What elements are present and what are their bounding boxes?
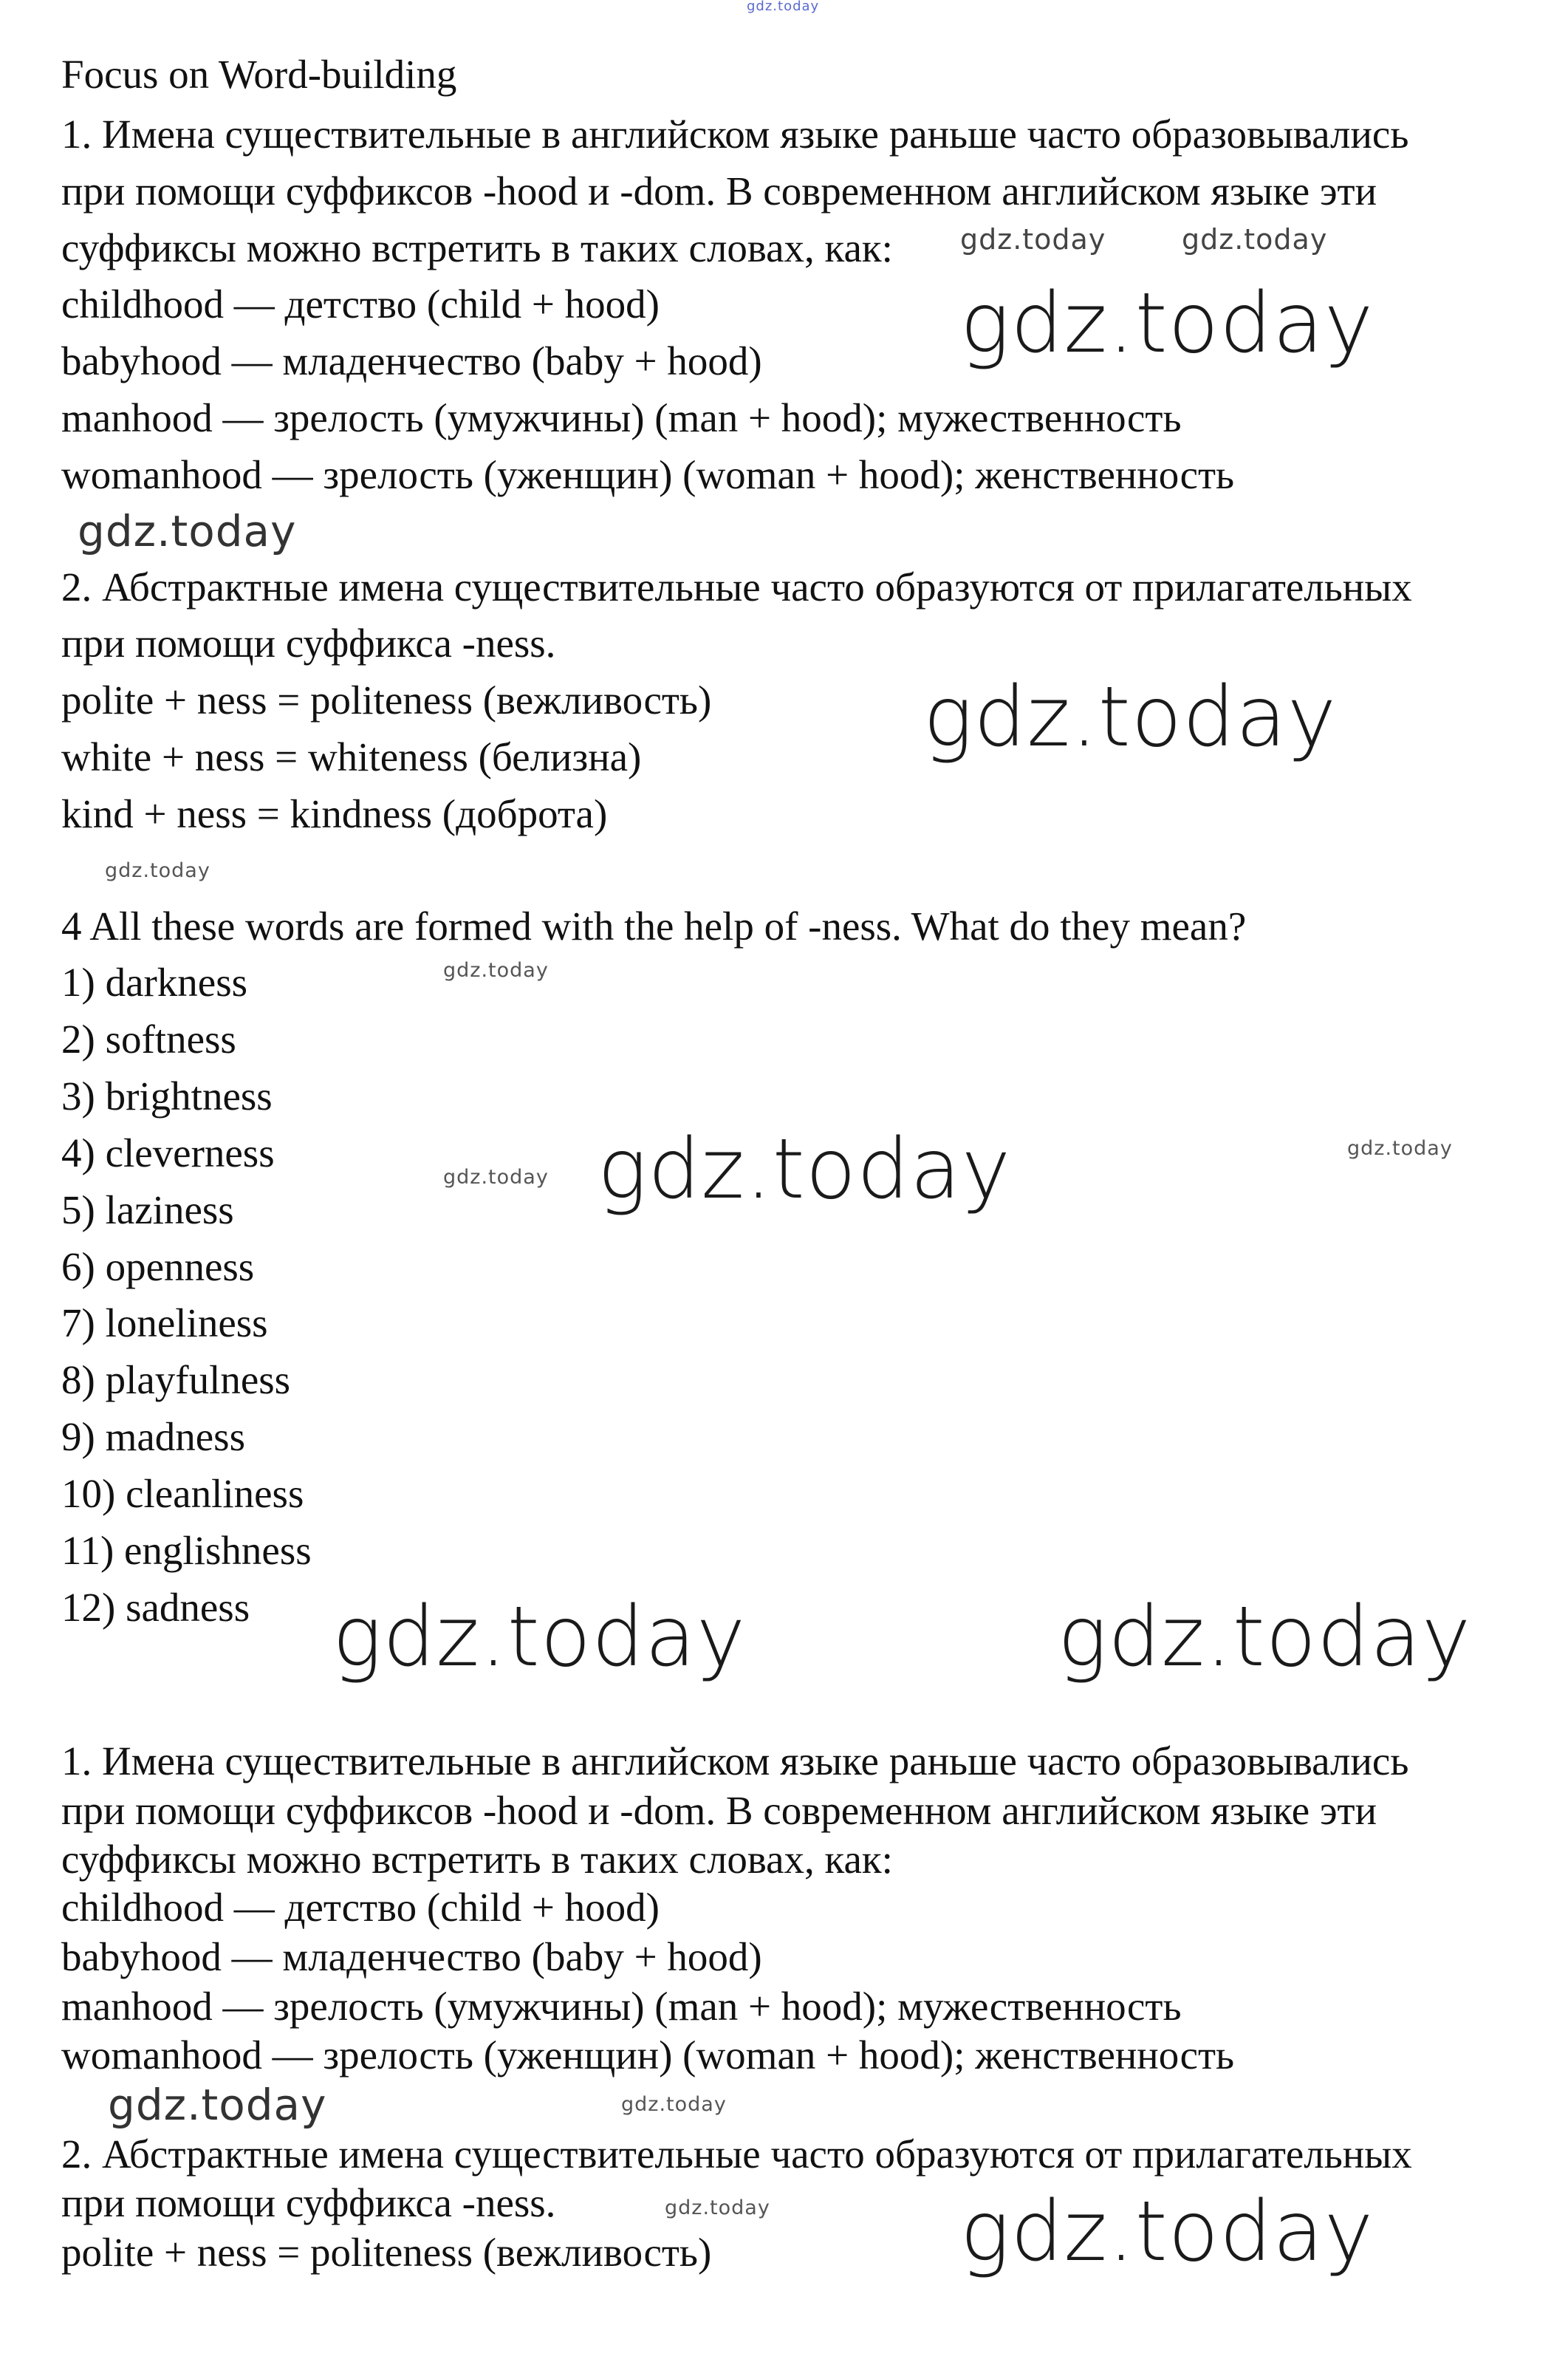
watermark: gdz.today bbox=[332, 1589, 747, 1685]
section1-line: manhood — зрелость (умужчины) (man + hood); мужественность bbox=[61, 395, 1182, 440]
repeat-line: при помощи суффиксов -hood и -dom. В современном английском языке эти bbox=[61, 1788, 1377, 1833]
watermark: gdz.today bbox=[747, 0, 820, 14]
exercise-item: 6) openness bbox=[61, 1244, 255, 1289]
watermark: gdz.today bbox=[960, 223, 1106, 256]
section2-line: 2. Абстрактные имена существительные часто образуются от прилагательных bbox=[61, 564, 1412, 610]
repeat-line: polite + ness = politeness (вежливость) bbox=[61, 2230, 712, 2275]
exercise-item: 5) laziness bbox=[61, 1187, 234, 1232]
section1-line: babyhood — младенчество (baby + hood) bbox=[61, 338, 762, 383]
watermark: gdz.today bbox=[923, 669, 1338, 765]
document-title: Focus on Word-building bbox=[61, 52, 457, 97]
exercise-item: 12) sadness bbox=[61, 1585, 250, 1630]
section1-line: childhood — детство (child + hood) bbox=[61, 281, 660, 327]
watermark: gdz.today bbox=[78, 506, 297, 556]
watermark: gdz.today bbox=[1182, 223, 1328, 256]
section1-line: суффиксы можно встретить в таких словах, как: bbox=[61, 225, 893, 270]
watermark: gdz.today bbox=[621, 2093, 727, 2116]
section1-line: при помощи суффиксов -hood и -dom. В современном английском языке эти bbox=[61, 168, 1377, 214]
repeat-line: 1. Имена существительные в английском языке раньше часто образовывались bbox=[61, 1738, 1409, 1783]
watermark: gdz.today bbox=[960, 276, 1374, 372]
exercise-item: 9) madness bbox=[61, 1414, 245, 1459]
exercise-item: 2) softness bbox=[61, 1017, 236, 1062]
section1-line: womanhood — зрелость (уженщин) (woman + hood); женственность bbox=[61, 452, 1235, 497]
exercise-item: 4) cleverness bbox=[61, 1130, 275, 1175]
watermark: gdz.today bbox=[443, 959, 549, 982]
section2-line: при помощи суффикса -ness. bbox=[61, 621, 556, 666]
watermark: gdz.today bbox=[443, 1166, 549, 1189]
watermark: gdz.today bbox=[665, 2196, 770, 2219]
repeat-line: 2. Абстрактные имена существительные часто образуются от прилагательных bbox=[61, 2131, 1412, 2177]
exercise-item: 1) darkness bbox=[61, 960, 248, 1005]
watermark: gdz.today bbox=[960, 2184, 1374, 2280]
repeat-line: babyhood — младенчество (baby + hood) bbox=[61, 1934, 762, 1979]
watermark: gdz.today bbox=[598, 1122, 1012, 1218]
exercise-item: 7) loneliness bbox=[61, 1300, 268, 1345]
repeat-line: childhood — детство (child + hood) bbox=[61, 1885, 660, 1930]
exercise4-heading: 4 All these words are formed with the help of -ness. What do they mean? bbox=[61, 904, 1247, 949]
section2-line: kind + ness = kindness (доброта) bbox=[61, 791, 608, 836]
watermark: gdz.today bbox=[108, 2080, 327, 2130]
repeat-line: при помощи суффикса -ness. bbox=[61, 2180, 556, 2225]
watermark: gdz.today bbox=[1347, 1137, 1453, 1160]
exercise-item: 3) brightness bbox=[61, 1073, 273, 1119]
exercise-item: 11) englishness bbox=[61, 1528, 312, 1573]
repeat-line: суффиксы можно встретить в таких словах, как: bbox=[61, 1837, 893, 1882]
exercise-item: 10) cleanliness bbox=[61, 1471, 304, 1516]
repeat-line: manhood — зрелость (умужчины) (man + hood); мужественность bbox=[61, 1984, 1182, 2029]
watermark: gdz.today bbox=[1058, 1589, 1472, 1685]
section2-line: white + ness = whiteness (белизна) bbox=[61, 734, 642, 779]
repeat-line: womanhood — зрелость (уженщин) (woman + hood); женственность bbox=[61, 2032, 1235, 2078]
section2-line: polite + ness = politeness (вежливость) bbox=[61, 677, 712, 723]
section1-line: 1. Имена существительные в английском языке раньше часто образовывались bbox=[61, 112, 1409, 157]
watermark: gdz.today bbox=[105, 859, 210, 882]
exercise-item: 8) playfulness bbox=[61, 1357, 291, 1402]
